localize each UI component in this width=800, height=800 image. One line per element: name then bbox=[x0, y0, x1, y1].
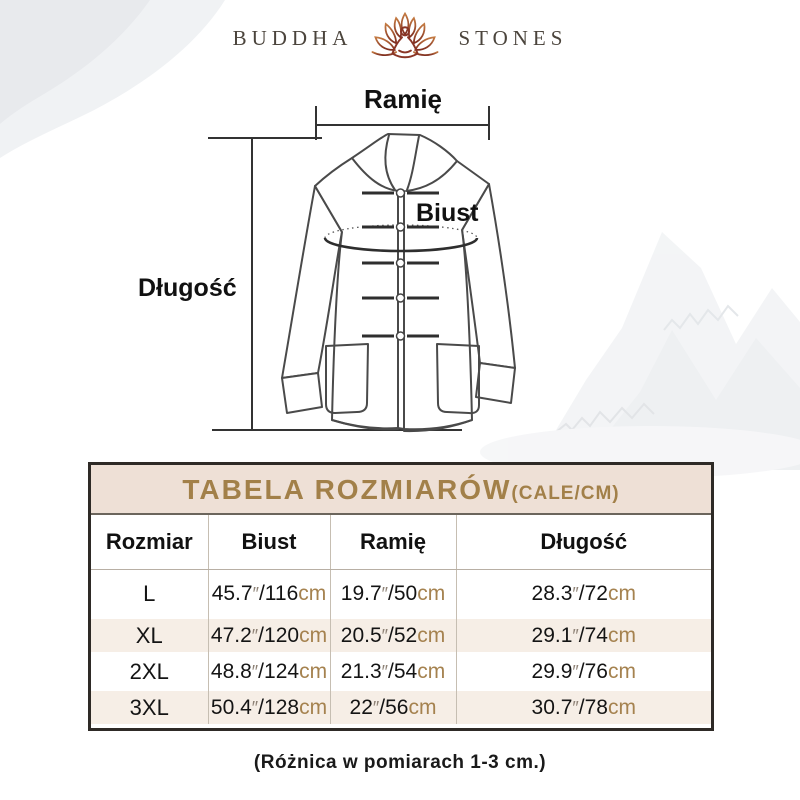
brand-header bbox=[0, 6, 800, 70]
table-row bbox=[91, 569, 711, 619]
size-value: 3XL bbox=[129, 694, 169, 720]
bust-value: 47.2″/120cm bbox=[208, 619, 330, 652]
measurement-tolerance-note: (Różnica w pomiarach 1-3 cm.) bbox=[253, 752, 547, 773]
column-header-bust: Biust bbox=[208, 515, 330, 569]
table-row bbox=[91, 619, 711, 652]
lotus-meditation-icon bbox=[368, 9, 442, 67]
table-header-row bbox=[91, 515, 711, 569]
size-value: L bbox=[143, 581, 156, 607]
bust-value: 48.8″/124cm bbox=[208, 652, 330, 691]
bust-value: 45.7″/116cm bbox=[208, 569, 330, 619]
bust-measure-label: Biust bbox=[416, 199, 479, 227]
column-header-shoulder: Ramię bbox=[330, 515, 456, 569]
size-chart bbox=[88, 462, 714, 731]
size-table bbox=[91, 515, 711, 724]
shoulder-value: 19.7″/50cm bbox=[330, 569, 456, 619]
length-value: 28.3″/72cm bbox=[456, 569, 711, 619]
shoulder-value: 22″/56cm bbox=[330, 691, 456, 724]
size-value: XL bbox=[135, 622, 163, 648]
column-header-size: Rozmiar bbox=[91, 515, 208, 569]
brand-name-right: STONES bbox=[458, 25, 568, 50]
column-header-length: Długość bbox=[456, 515, 711, 569]
brand-name-left: BUDDHA bbox=[232, 25, 353, 50]
shoulder-value: 21.3″/54cm bbox=[330, 652, 456, 691]
table-row bbox=[91, 691, 711, 724]
size-chart-title-text: TABELA ROZMIARÓW bbox=[182, 474, 512, 505]
shoulder-value: 20.5″/52cm bbox=[330, 619, 456, 652]
size-chart-title bbox=[91, 465, 711, 515]
size-value: 2XL bbox=[129, 658, 169, 684]
length-value: 29.1″/74cm bbox=[456, 619, 711, 652]
size-chart-title-units: (CALE/CM) bbox=[511, 483, 620, 504]
length-measure-label: Długość bbox=[138, 274, 237, 302]
bust-value: 50.4″/128cm bbox=[208, 691, 330, 724]
table-row bbox=[91, 652, 711, 691]
length-value: 30.7″/78cm bbox=[456, 691, 711, 724]
length-value: 29.9″/76cm bbox=[456, 652, 711, 691]
shoulder-measure-label: Ramię bbox=[363, 84, 443, 114]
